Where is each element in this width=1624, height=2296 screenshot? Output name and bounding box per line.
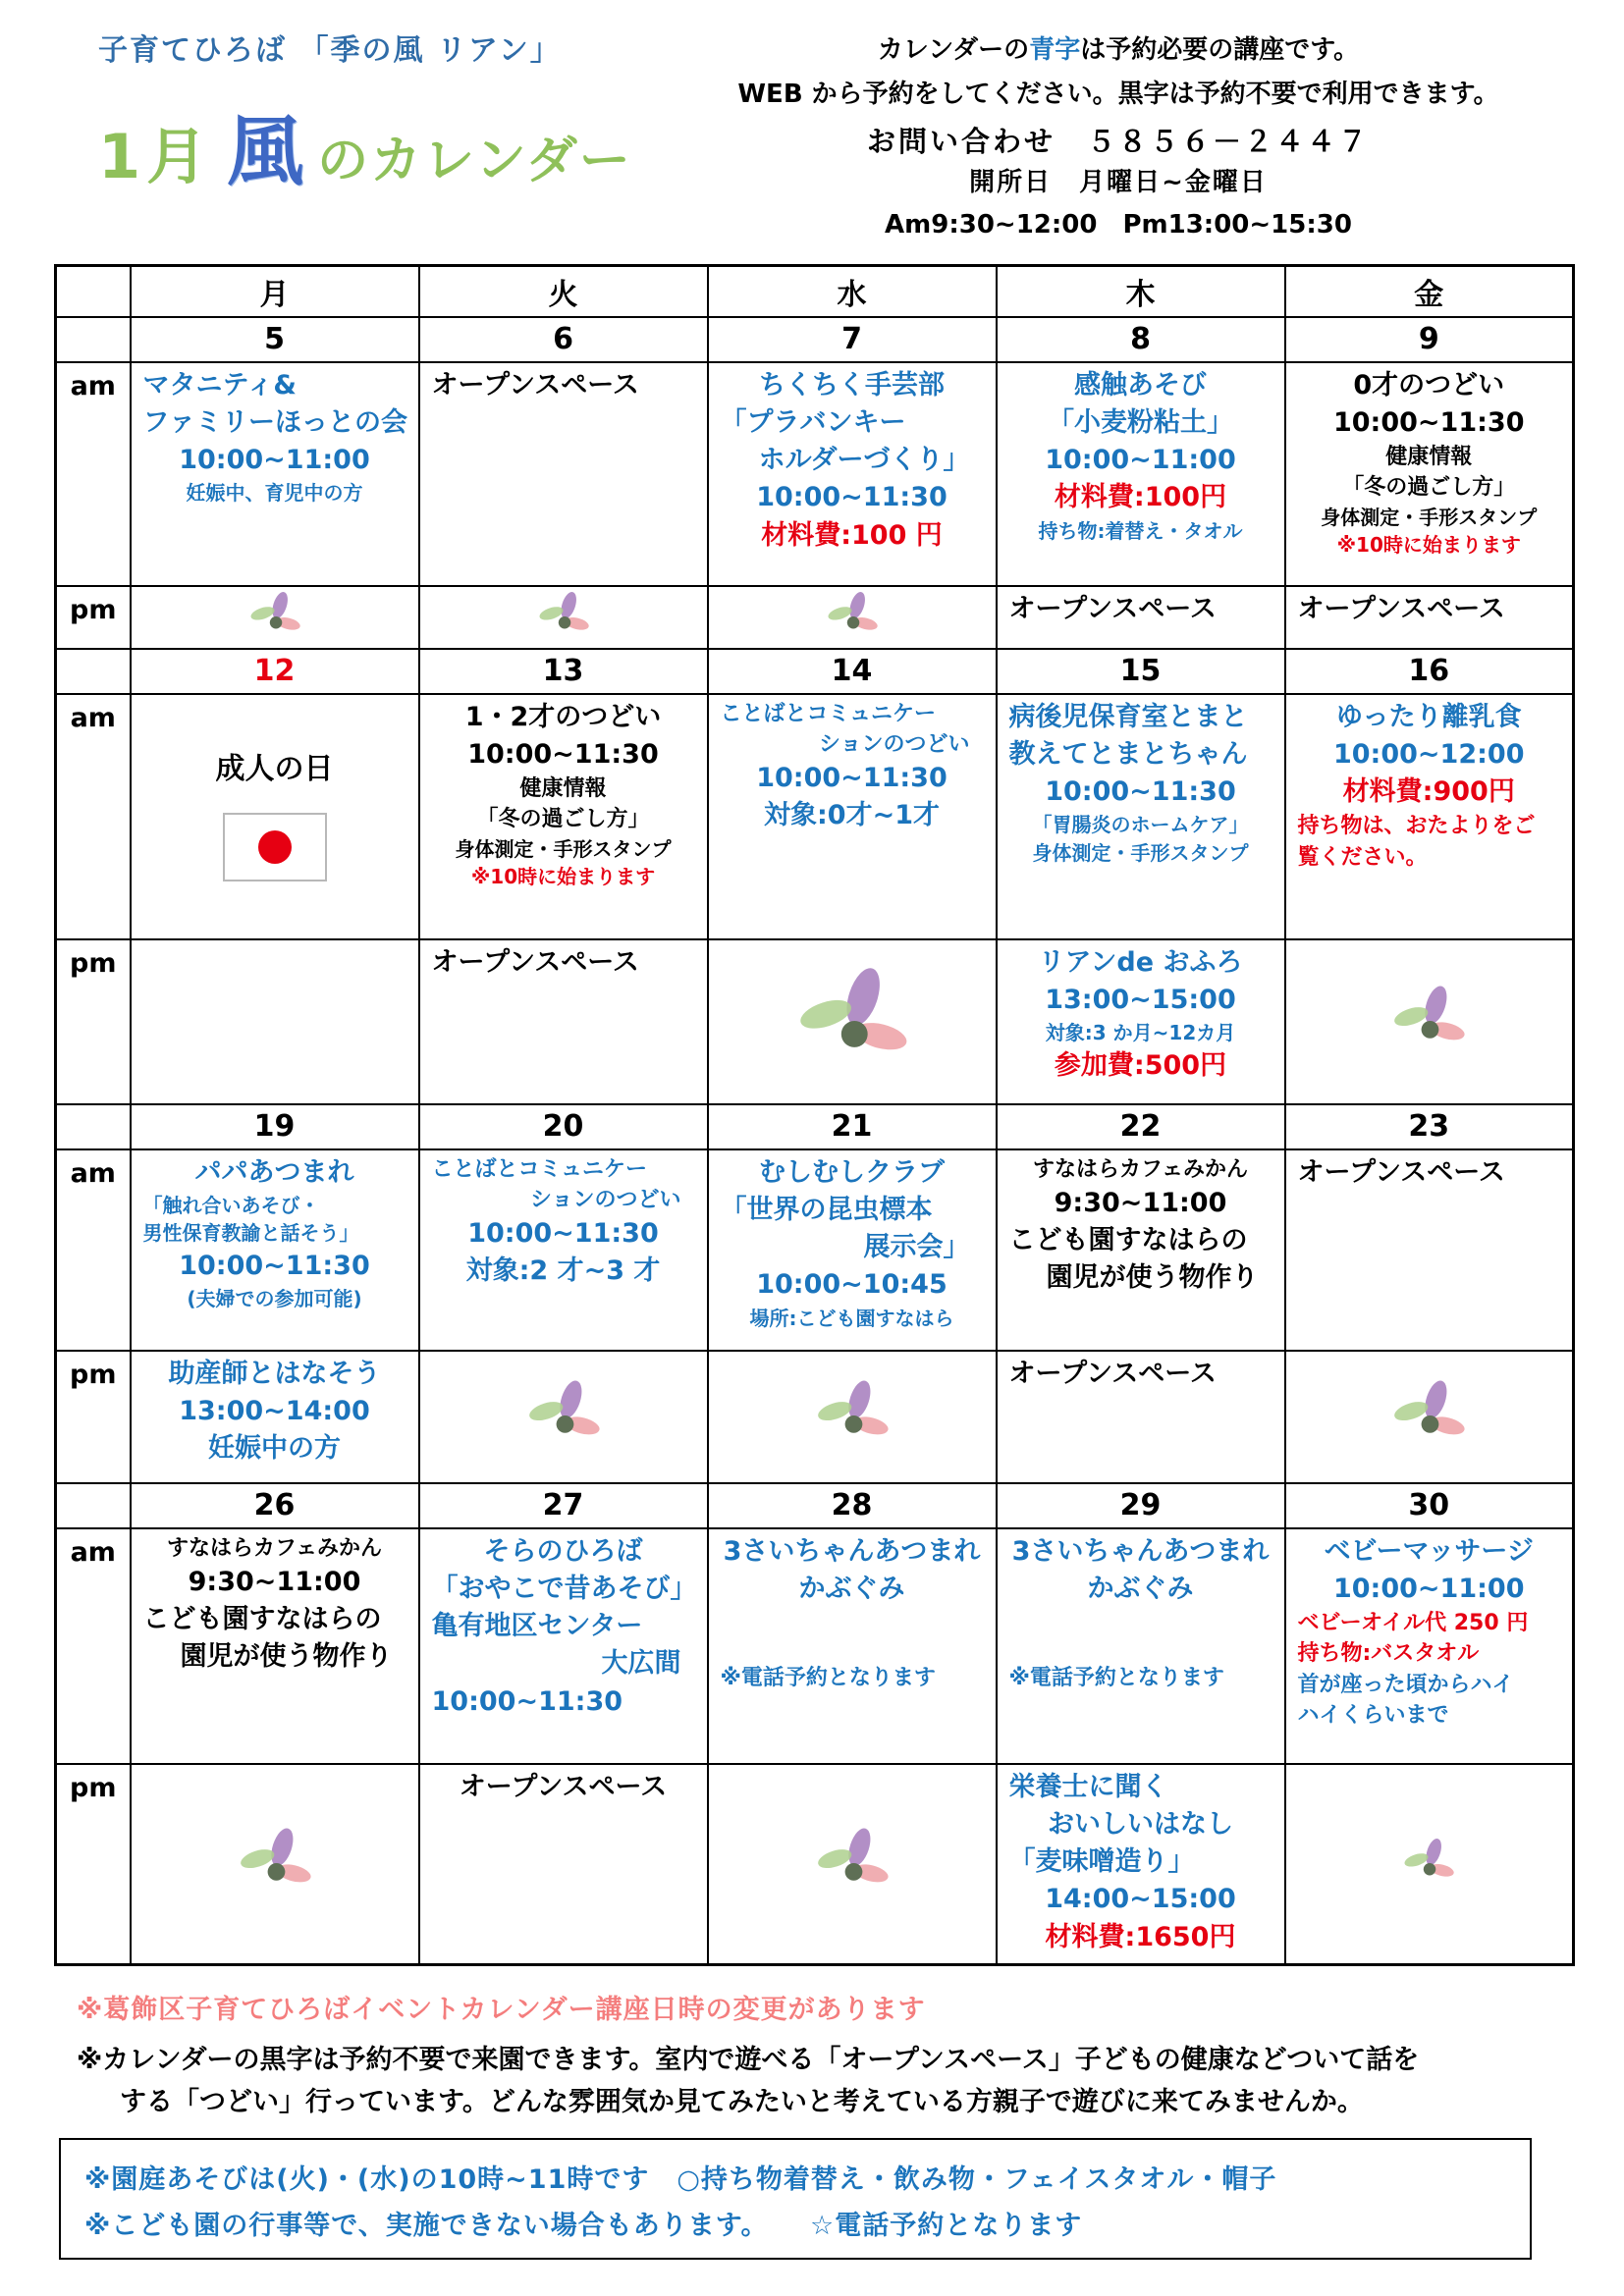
- event-line: 助産師とはなそう: [168, 1358, 381, 1389]
- event-cell: [708, 586, 997, 649]
- footer-red-note: ※葛飾区子育てひろばイベントカレンダー講座日時の変更があります: [77, 1995, 926, 2025]
- event-line: 身体測定・手形スタンプ: [1321, 505, 1538, 529]
- calendar-table: [54, 264, 1575, 1966]
- event-line: 13:00~15:00: [1045, 984, 1236, 1015]
- event-cell: [419, 586, 708, 649]
- event-cell: [1285, 586, 1574, 649]
- event-line: ことばとコミュニケー: [431, 1156, 648, 1182]
- event-cell: [1285, 1351, 1574, 1483]
- ampm-spacer: [56, 1483, 131, 1528]
- event-cell: [419, 1528, 708, 1764]
- event-line: 10:00~11:00: [179, 445, 370, 476]
- flower-icon: [538, 627, 589, 646]
- flower-icon: [249, 627, 300, 646]
- event-line: 材料費:900円: [1342, 776, 1515, 808]
- date-row: [56, 1104, 1574, 1149]
- event-line: 持ち物:着替え・タオル: [1038, 518, 1243, 543]
- flower-icon: [797, 1061, 907, 1080]
- pm-row: [56, 1764, 1574, 1965]
- event-line: 「おやこで昔あそび」: [431, 1573, 697, 1604]
- pm-row: [56, 586, 1574, 649]
- event-cell: [131, 1149, 419, 1351]
- event-line: 男性保育教諭と話そう」: [142, 1221, 359, 1246]
- event-line: オープンスペース: [1297, 593, 1505, 624]
- date-cell: 12: [131, 649, 419, 694]
- header: [0, 0, 1624, 240]
- event-line: 「世界の昆虫標本: [720, 1194, 933, 1225]
- event-line: 「冬の過ごし方」: [476, 807, 650, 832]
- am-label: am: [56, 694, 131, 939]
- event-line: 10:00~10:45: [756, 1269, 947, 1301]
- event-line: 9:30~11:00: [188, 1566, 361, 1597]
- event-line: そらのひろば: [483, 1535, 643, 1567]
- day-header-cell: 金: [1285, 266, 1574, 317]
- japan-flag-icon: [223, 813, 327, 881]
- date-cell: 26: [131, 1483, 419, 1528]
- corner-cell: [56, 266, 131, 317]
- day-header-cell: 火: [419, 266, 708, 317]
- footer-note-line2: する「つどい」行っています。どんな雰囲気か見てみたいと考えている方親子で遊びに来てみませんか。: [120, 2087, 1364, 2117]
- event-line: 10:00~11:30: [467, 1217, 659, 1249]
- event-line: [1007, 1608, 1274, 1663]
- am-label: am: [56, 1528, 131, 1764]
- am-label: am: [56, 362, 131, 586]
- day-header-cell: 月: [131, 266, 419, 317]
- event-line: 「胃腸炎のホームケア」: [1032, 813, 1249, 837]
- event-line: すなはらカフェみかん: [167, 1535, 382, 1561]
- event-cell: [131, 1351, 419, 1483]
- event-line: 10:00~11:30: [179, 1250, 370, 1281]
- event-line: 3さいちゃんあつまれ: [1011, 1535, 1270, 1567]
- event-line: 3さいちゃんあつまれ: [723, 1535, 981, 1567]
- event-line: 10:00~11:30: [1332, 406, 1525, 438]
- ampm-spacer: [56, 317, 131, 362]
- event-line: 健康情報: [519, 776, 607, 802]
- open-hours: Am9:30~12:00 Pm13:00~15:30: [885, 210, 1352, 240]
- event-line: リアンde おふろ: [1038, 946, 1243, 978]
- event-cell: [1285, 1528, 1574, 1764]
- event-line: 10:00~11:30: [431, 1685, 623, 1717]
- note-post: は予約必要の講座です。: [1080, 35, 1360, 65]
- date-cell: 9: [1285, 317, 1574, 362]
- event-line: かぶぐみ: [798, 1573, 905, 1604]
- event-line: 9:30~11:00: [1054, 1187, 1227, 1218]
- date-cell: 30: [1285, 1483, 1574, 1528]
- date-cell: 7: [708, 317, 997, 362]
- event-line: 参加費:500円: [1054, 1049, 1227, 1081]
- event-line: ハイくらいまで: [1297, 1702, 1449, 1728]
- event-cell: [131, 1528, 419, 1764]
- event-cell: [419, 1351, 708, 1483]
- am-row: [56, 1528, 1574, 1764]
- pm-row: [56, 1351, 1574, 1483]
- date-cell: 13: [419, 649, 708, 694]
- event-cell: [708, 694, 997, 939]
- event-line: ことばとコミュニケー: [720, 701, 937, 726]
- event-line: 健康情報: [1385, 445, 1473, 470]
- event-cell: [1285, 1149, 1574, 1351]
- event-line: オープンスペース: [431, 946, 639, 978]
- event-cell: [997, 1764, 1285, 1965]
- date-cell: 15: [997, 649, 1285, 694]
- date-cell: 8: [997, 317, 1285, 362]
- flower-icon: [1403, 1874, 1454, 1893]
- page-title: [98, 90, 632, 200]
- event-line: ションのつどい: [818, 731, 970, 757]
- event-cell: [708, 1764, 997, 1965]
- event-cell: [997, 362, 1285, 586]
- am-label: am: [56, 1149, 131, 1351]
- event-line: 身体測定・手形スタンプ: [1032, 840, 1249, 865]
- event-line: 展示会」: [863, 1232, 970, 1263]
- pm-label: pm: [56, 586, 131, 649]
- pm-label: pm: [56, 1764, 131, 1965]
- event-line: パパあつまれ: [194, 1156, 354, 1188]
- event-cell: [131, 694, 419, 939]
- event-cell: [131, 939, 419, 1104]
- title-kaze: 風: [227, 108, 304, 196]
- event-line: ※10時に始まります: [470, 865, 656, 889]
- event-line: 場所:こども園すなはら: [749, 1306, 954, 1330]
- event-cell: [419, 694, 708, 939]
- contact-phone: お問い合わせ ５８５６－２４４７: [866, 125, 1370, 158]
- event-cell: [708, 1351, 997, 1483]
- event-cell: [1285, 1764, 1574, 1965]
- event-line: マタニティ&: [142, 369, 297, 400]
- event-cell: [131, 362, 419, 586]
- am-row: [56, 694, 1574, 939]
- flower-icon: [816, 1437, 889, 1456]
- event-line: 身体測定・手形スタンプ: [455, 836, 672, 861]
- date-cell: 19: [131, 1104, 419, 1149]
- event-line: こども園すなはらの: [1008, 1225, 1248, 1256]
- title-month: 1月: [98, 121, 214, 192]
- event-line: すなはらカフェみかん: [1033, 1156, 1248, 1182]
- event-line: 「冬の過ごし方」: [1342, 475, 1516, 501]
- date-cell: 22: [997, 1104, 1285, 1149]
- event-line: ベビーマッサージ: [1324, 1535, 1534, 1567]
- footer-box-line2: ※こども園の行事等で、実施できない場合もあります。 ☆電話予約となります: [84, 2211, 1083, 2241]
- event-line: ※10時に始まります: [1336, 533, 1521, 558]
- event-line: オープンスペース: [1297, 1156, 1505, 1188]
- note-web-reserve: WEB から予約をしてください。黒字は予約不要で利用できます。: [737, 80, 1499, 109]
- event-line: 対象:3 か月~12カ月: [1045, 1021, 1236, 1045]
- event-line: 10:00~11:30: [756, 482, 947, 513]
- event-line: ベビーオイル代 250 円: [1297, 1611, 1529, 1636]
- date-cell: 14: [708, 649, 997, 694]
- date-cell: 5: [131, 317, 419, 362]
- event-line: ※電話予約となります: [1008, 1666, 1224, 1691]
- event-line: 14:00~15:00: [1045, 1884, 1236, 1915]
- event-line: 材料費:1650円: [1045, 1921, 1236, 1952]
- event-cell: [708, 939, 997, 1104]
- event-line: 持ち物は、おたよりをご: [1297, 814, 1536, 839]
- event-cell: [419, 1149, 708, 1351]
- holiday-name: 成人の日: [215, 751, 334, 786]
- footer-note-line1: ※カレンダーの黒字は予約不要で来園できます。室内で遊べる「オープンスペース」子どもの健康などついて話を: [77, 2045, 1420, 2075]
- title-suffix: のカレンダー: [317, 132, 632, 190]
- event-line: かぶぐみ: [1087, 1573, 1194, 1604]
- event-line: 大広間: [601, 1648, 681, 1680]
- event-cell: [131, 586, 419, 649]
- event-line: 10:00~11:00: [1332, 1573, 1525, 1604]
- event-line: 対象:2 才~3 才: [465, 1255, 661, 1287]
- event-line: 園児が使う物作り: [180, 1641, 393, 1673]
- event-line: 0才のつどい: [1353, 369, 1505, 400]
- event-line: ションのつどい: [529, 1187, 681, 1212]
- day-header-cell: 水: [708, 266, 997, 317]
- date-cell: 20: [419, 1104, 708, 1149]
- am-row: [56, 362, 1574, 586]
- event-line: 栄養士に聞く: [1008, 1771, 1168, 1802]
- event-line: 亀有地区センター: [431, 1611, 643, 1642]
- event-cell: [997, 1528, 1285, 1764]
- flower-icon: [1392, 1437, 1465, 1456]
- event-cell: [997, 1149, 1285, 1351]
- event-line: 「麦味噌造り」: [1008, 1846, 1195, 1878]
- event-line: 首が座った頃からハイ: [1297, 1672, 1514, 1697]
- pm-label: pm: [56, 939, 131, 1104]
- event-cell: [708, 362, 997, 586]
- event-line: ホルダーづくり」: [758, 445, 970, 476]
- event-line: オープンスペース: [431, 369, 639, 400]
- event-line: 10:00~12:00: [1332, 738, 1525, 770]
- event-line: 10:00~11:30: [467, 738, 659, 770]
- date-cell: 27: [419, 1483, 708, 1528]
- flower-icon: [1392, 1042, 1465, 1061]
- note-blue-word: 青字: [1029, 35, 1081, 65]
- event-line: オープンスペース: [1008, 593, 1217, 624]
- event-line: 1・2才のつどい: [464, 701, 662, 732]
- event-cell: [131, 1764, 419, 1965]
- event-cell: [419, 939, 708, 1104]
- event-line: 持ち物:バスタオル: [1297, 1641, 1480, 1667]
- event-line: おいしいはなし: [1048, 1808, 1233, 1840]
- facility-name: 子育てひろば 「季の風 リアン」: [98, 33, 562, 68]
- event-line: ファミリーほっとの会: [142, 406, 407, 438]
- date-cell: 6: [419, 317, 708, 362]
- event-line: 妊娠中、育児中の方: [186, 481, 363, 506]
- flag-sun: [258, 830, 292, 864]
- flower-icon: [816, 1885, 889, 1903]
- event-line: 「小麦粉粘土」: [1048, 406, 1233, 438]
- event-line: 10:00~11:30: [756, 762, 947, 793]
- date-cell: 29: [997, 1483, 1285, 1528]
- flower-icon: [827, 627, 878, 646]
- date-row: [56, 649, 1574, 694]
- event-line: ※電話予約となります: [720, 1666, 936, 1691]
- header-left: [0, 26, 632, 240]
- ampm-spacer: [56, 649, 131, 694]
- open-days: 開所日 月曜日~金曜日: [969, 168, 1268, 197]
- event-line: 教えてとまとちゃん: [1008, 738, 1248, 770]
- event-line: むしむしクラブ: [759, 1156, 945, 1188]
- note-pre: カレンダーの: [877, 35, 1030, 65]
- event-cell: [997, 694, 1285, 939]
- footer-box-line1: ※園庭あそびは(火)・(水)の10時~11時です ○持ち物着替え・飲み物・フェイスタオル・帽子: [84, 2164, 1277, 2195]
- event-cell: [1285, 362, 1574, 586]
- event-line: 材料費:100 円: [761, 519, 943, 551]
- pm-label: pm: [56, 1351, 131, 1483]
- event-line: 感触あそび: [1074, 369, 1207, 400]
- event-cell: [997, 586, 1285, 649]
- note-blue-required: [628, 29, 1608, 66]
- event-line: 「触れ合いあそび・: [142, 1193, 320, 1217]
- event-line: (夫婦での参加可能): [187, 1286, 362, 1310]
- event-cell: [997, 939, 1285, 1104]
- date-cell: 28: [708, 1483, 997, 1528]
- event-cell: [708, 1149, 997, 1351]
- event-line: 10:00~11:00: [1045, 445, 1236, 476]
- event-cell: [419, 1764, 708, 1965]
- event-line: 13:00~14:00: [179, 1395, 370, 1426]
- event-line: 「プラバンキー: [720, 406, 906, 438]
- event-cell: [708, 1528, 997, 1764]
- event-line: 材料費:100円: [1054, 482, 1227, 513]
- footer: [77, 1988, 1624, 2260]
- day-header-cell: 木: [997, 266, 1285, 317]
- event-line: 病後児保育室とまと: [1008, 701, 1248, 732]
- event-cell: [1285, 939, 1574, 1104]
- event-line: ちくちく手芸部: [759, 369, 945, 400]
- day-header-row: [56, 266, 1574, 317]
- am-row: [56, 1149, 1574, 1351]
- event-cell: [1285, 694, 1574, 939]
- flower-icon: [527, 1437, 600, 1456]
- event-line: 妊娠中の方: [208, 1433, 341, 1465]
- date-cell: 23: [1285, 1104, 1574, 1149]
- flower-icon: [239, 1885, 311, 1903]
- footer-info-box: [59, 2138, 1532, 2260]
- event-line: オープンスペース: [459, 1771, 668, 1802]
- event-line: 覧ください。: [1297, 844, 1428, 870]
- event-line: オープンスペース: [1008, 1358, 1217, 1389]
- event-line: こども園すなはらの: [142, 1604, 382, 1635]
- event-line: 対象:0才~1才: [764, 800, 940, 831]
- date-row: [56, 317, 1574, 362]
- header-right: [628, 26, 1624, 240]
- event-line: ゆったり離乳食: [1335, 701, 1522, 732]
- date-cell: 21: [708, 1104, 997, 1149]
- pm-row: [56, 939, 1574, 1104]
- date-cell: 16: [1285, 649, 1574, 694]
- event-cell: [419, 362, 708, 586]
- date-row: [56, 1483, 1574, 1528]
- event-line: 園児が使う物作り: [1046, 1262, 1259, 1294]
- event-cell: [997, 1351, 1285, 1483]
- event-line: 10:00~11:30: [1045, 776, 1236, 808]
- ampm-spacer: [56, 1104, 131, 1149]
- event-line: [719, 1608, 986, 1663]
